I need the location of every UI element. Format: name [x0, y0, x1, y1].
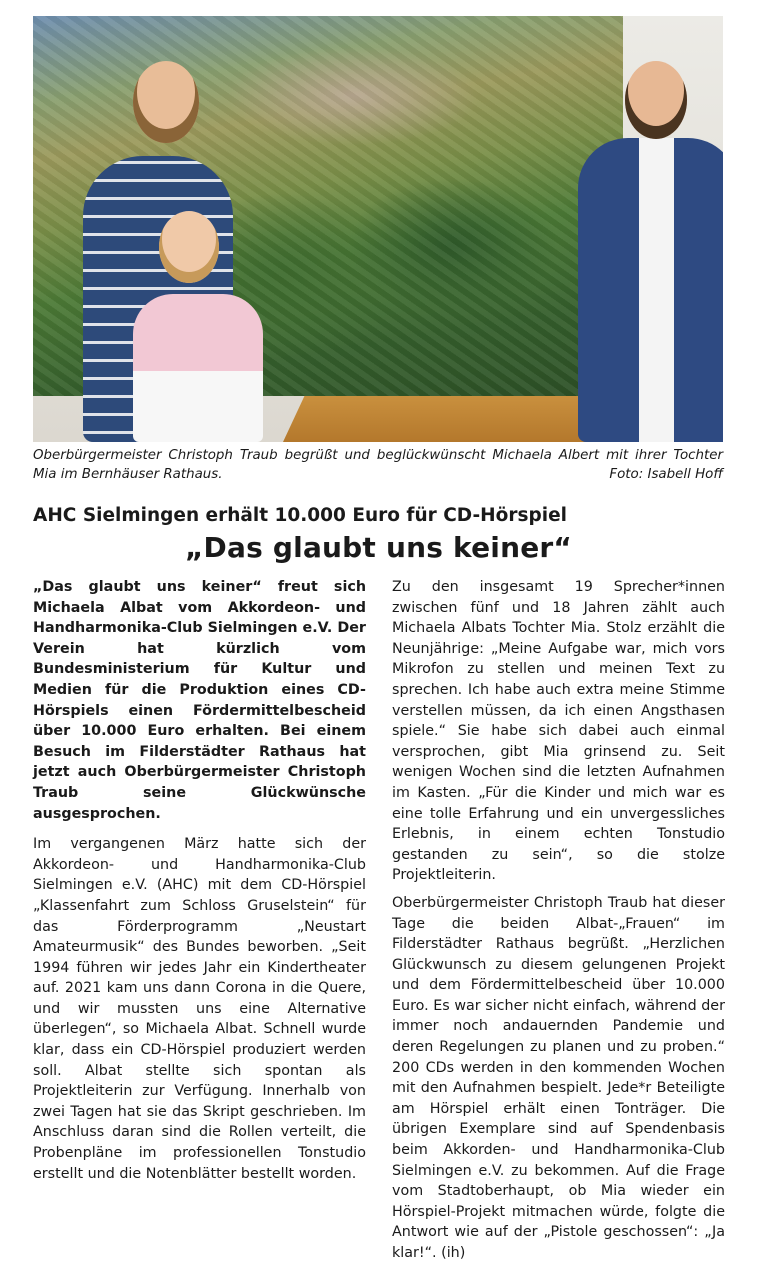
article-overline: AHC Sielmingen erhält 10.000 Euro für CD-Hörspiel — [33, 505, 567, 526]
article-photo — [33, 16, 723, 442]
photo-caption — [33, 446, 723, 484]
article-paragraph-3: Oberbürgermeister Christoph Traub hat dieser Tage die beiden Albat-„Frauen“ im Filderstädter Rathaus begrüßt. „Herzlichen Glückwunsch zu diesem gelungenen Projekt und dem Fördermittelbescheid über 10.000 Euro. Es war sicher nicht einfach, während der immer noch andauernden Pandemie und deren Regelungen zu planen und zu proben.“ 200 CDs werden in den kommenden Wochen mit den Aufnahmen bespielt. Jede*r Beteiligte am Hörspiel erhält einen Tonträger. Die übrigen Exemplare sind auf Spendenbasis beim Akkorden- und Handharmonika-Club Sielmingen e.V. zu bekommen. Auf die Frage vom Stadtoberhaupt, ob Mia wieder ein Hörspiel-Projekt mitmachen würde, folgte die Antwort wie auf der „Pistole geschossen“: „Ja klar!“. (ih) — [392, 894, 725, 1261]
article-headline: „Das glaubt uns keiner“ — [184, 531, 573, 564]
girl-head — [159, 211, 219, 283]
woman-head — [133, 61, 199, 143]
man-head — [625, 61, 687, 139]
article-paragraph-1: Im vergangenen März hatte sich der Akkordeon- und Handharmonika-Club Sielmingen e.V. (AHC) mit dem CD-Hörspiel „Klassenfahrt zum Schloss Gruselstein“ für das Förderprogramm „Neustart Amateurmusik“ des Bundes beworben. „Seit 1994 führen wir jedes Jahr ein Kindertheater auf. 2021 kam uns dann Corona in die Quere, und wir mussten uns eine Alternative überlegen“, so Michaela Albat. Schnell wurde klar, dass ein CD-Hörspiel produziert werden soll. Albat stellte sich spontan als Projektleiterin zur Verfügung. Innerhalb von zwei Tagen hat sie das Skript geschrieben. Im Anschluss daran sind die Rollen verteilt, die Probenpläne im professionellen Tonstudio erstellt und die Notenblätter bestellt worden. — [33, 836, 366, 1182]
column-right — [392, 577, 725, 1271]
man-figure — [578, 138, 723, 442]
article-paragraph-2: Zu den insgesamt 19 Sprecher*innen zwischen fünf und 18 Jahren zählt auch Michaela Albats Tochter Mia. Stolz erzählt die Neunjährige: „Meine Aufgabe war, mich vors Mikrofon zu stellen und meinen Text zu sprechen. Ich habe auch extra meine Stimme verstellen müssen, da ich einen Angsthasen spiele.“ Sie habe sich dabei auch einmal versprochen, gibt Mia grinsend zu. Seit wenigen Wochen sind die letzten Aufnahmen im Kasten. „Für die Kinder und mich war es eine tolle Erfahrung und ein unvergessliches Erlebnis, in einem echten Tonstudio gestanden zu sein“, so die stolze Projektleiterin. — [392, 579, 725, 884]
girl-figure — [133, 294, 263, 442]
article-lead: „Das glaubt uns keiner“ freut sich Michaela Albat vom Akkordeon- und Handharmonika-Club Sielmingen e.V. Der Verein hat kürzlich vom Bundesministerium für Kultur und Medien für die Produktion eines CD-Hörspiels einen Fördermittelbescheid über 10.000 Euro erhalten. Bei einem Besuch im Filderstädter Rathaus hat jetzt auch Oberbürgermeister Christoph Traub seine Glückwünsche ausgesprochen. — [33, 579, 366, 822]
photo-credit: Foto: Isabell Hoff — [609, 467, 723, 482]
column-left — [33, 577, 366, 1191]
caption-text: Oberbürgermeister Christoph Traub begrüßt und beglückwünscht Michaela Albert mit ihrer Tochter Mia im Bernhäuser Rathaus. — [33, 448, 723, 482]
